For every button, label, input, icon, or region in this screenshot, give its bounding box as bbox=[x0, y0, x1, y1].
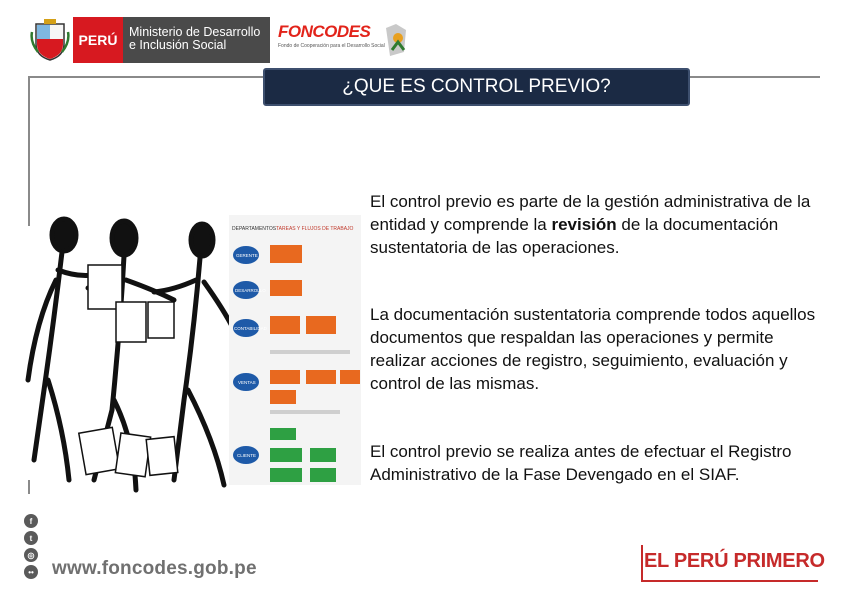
p1-text-end: de la documentación sustentatoria de las operaciones. bbox=[370, 215, 779, 257]
ministry-line-1: Ministerio de Desarrollo bbox=[129, 25, 261, 39]
foncodes-name: FONCODES bbox=[278, 22, 371, 41]
facebook-icon[interactable]: f bbox=[24, 514, 38, 528]
paragraph-timing: El control previo se realiza antes de efectuar el Registro Administrativo de la Fase Devengado en el SIAF. bbox=[370, 442, 792, 484]
ministry-line-2: e Inclusión Social bbox=[129, 38, 227, 52]
peru-coat-of-arms-icon bbox=[30, 18, 70, 62]
frame-left-line bbox=[28, 76, 30, 226]
foncodes-figure-icon bbox=[382, 22, 412, 58]
dept-label: VENTAS bbox=[238, 380, 256, 385]
p1-bold-word: revisión bbox=[551, 215, 617, 234]
peru-label: PERÚ bbox=[73, 17, 123, 63]
ministry-logo bbox=[73, 17, 270, 63]
dept-label: GERENTE bbox=[236, 253, 258, 258]
flow-title-right: TAREAS Y FLUJOS DE TRABAJO bbox=[276, 226, 354, 232]
flow-title-left: DEPARTAMENTOS bbox=[232, 226, 277, 232]
slogan-text: EL PERÚ PRIMERO bbox=[644, 550, 825, 572]
ministry-name bbox=[123, 17, 270, 63]
p1-text-start: El control previo es parte de la gestión administrativa de la entidad y comprende la bbox=[370, 192, 811, 234]
dept-label: DESARROLLO bbox=[235, 288, 266, 293]
website-link[interactable]: www.foncodes.gob.pe bbox=[52, 558, 257, 579]
instagram-icon[interactable]: ◎ bbox=[24, 548, 38, 562]
dept-label: CONTABILIDAD bbox=[234, 326, 267, 331]
paragraph-definition bbox=[370, 190, 830, 259]
twitter-icon[interactable]: t bbox=[24, 531, 38, 545]
people-passing-documents-illustration bbox=[24, 210, 364, 500]
frame-top-right-line bbox=[690, 76, 820, 78]
page-title: ¿QUE ES CONTROL PREVIO? bbox=[263, 68, 690, 106]
paragraph-documentation: La documentación sustentatoria comprende todos aquellos documentos que respaldan las operaciones y permite realizar acciones de registro, seguimiento, evaluación y control de las mismas. bbox=[370, 305, 816, 393]
slogan-logo bbox=[640, 543, 825, 583]
foncodes-logo bbox=[278, 22, 413, 60]
flickr-icon[interactable]: •• bbox=[24, 565, 38, 579]
frame-top-left-line bbox=[28, 76, 264, 78]
dept-label: CLIENTE bbox=[237, 453, 257, 458]
foncodes-subtitle: Fondo de Cooperación para el Desarrollo Social bbox=[278, 43, 385, 49]
